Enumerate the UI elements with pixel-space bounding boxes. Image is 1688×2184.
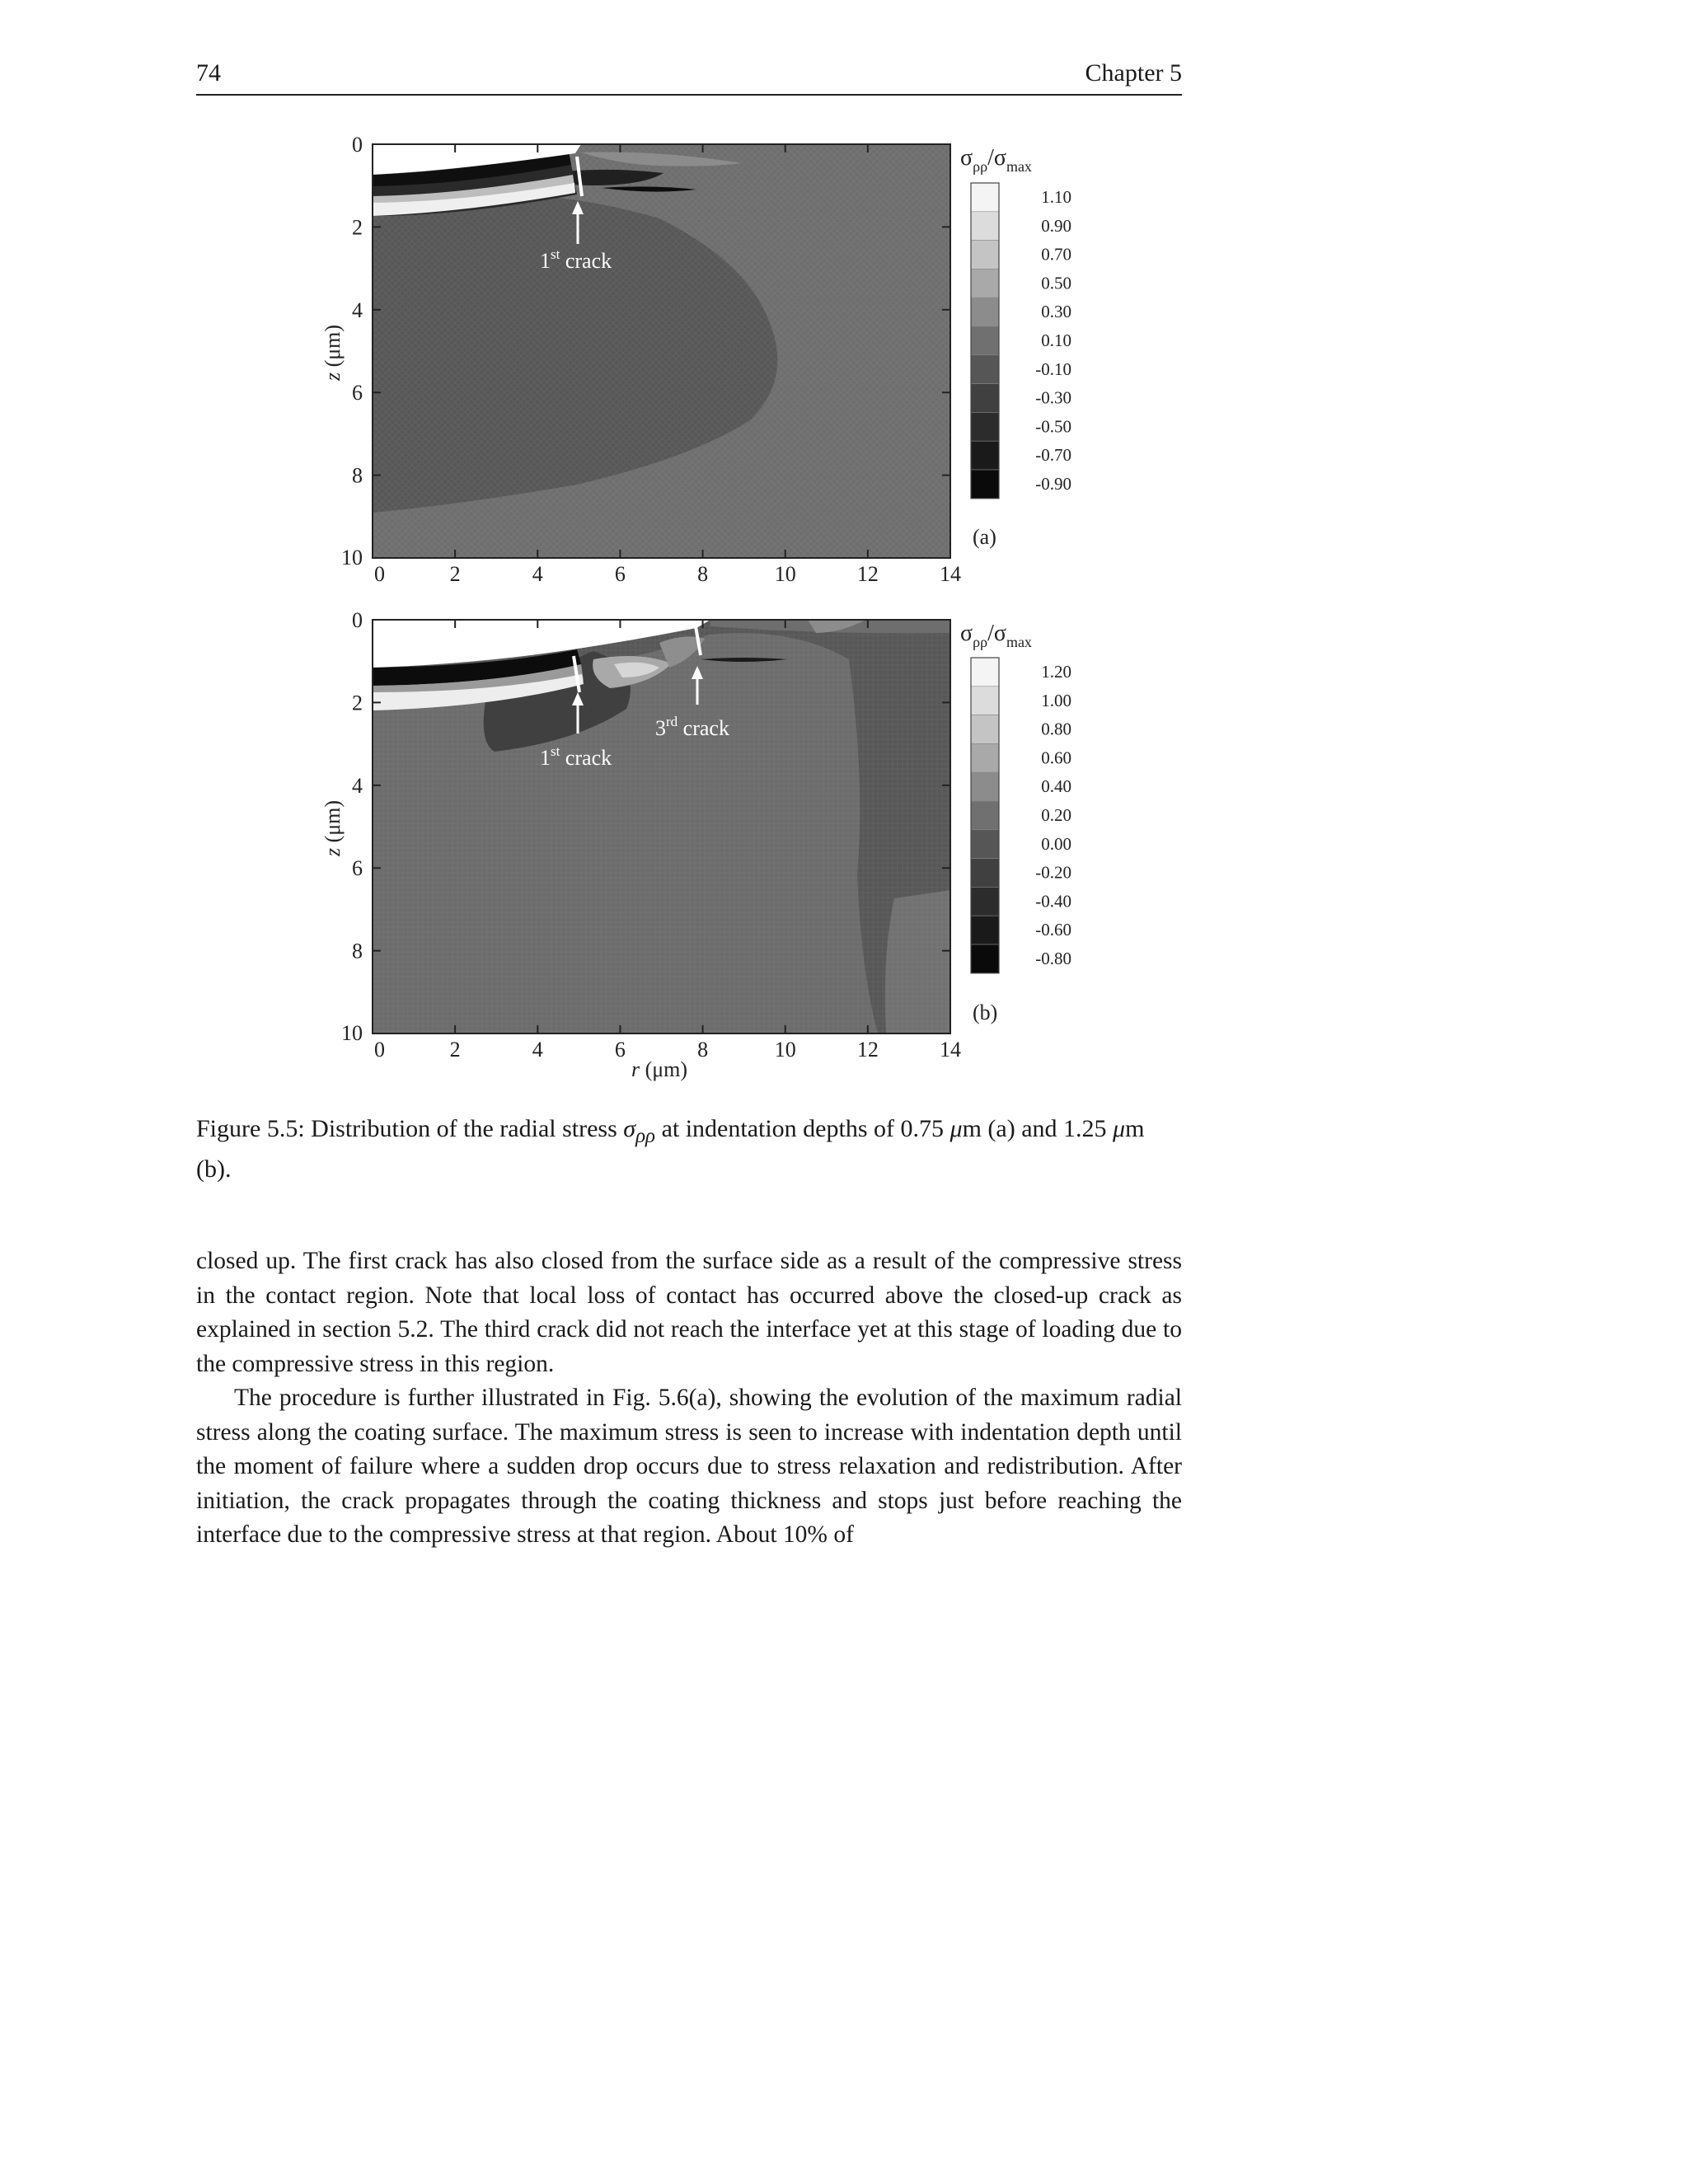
panel-b-x-tick-label: 6 <box>614 1038 626 1062</box>
panel-b-legend-swatch <box>971 715 999 744</box>
caption-mid-2: m (a) and 1.25 <box>962 1115 1114 1142</box>
panel-a-legend-value: 0.50 <box>1041 273 1071 293</box>
panel-b-legend-value: 1.00 <box>1041 690 1071 710</box>
panel-a-legend-swatch <box>971 241 999 269</box>
panel-a-x-tick-label: 4 <box>532 562 543 586</box>
panel-b-y-axis-label: z (μm) <box>321 799 345 857</box>
panel-a-legend-value: 0.70 <box>1041 244 1071 265</box>
panel-a-y-tick-label: 8 <box>352 463 363 488</box>
panel-a-x-tick-label: 10 <box>774 562 796 586</box>
panel-a-legend-value: 0.30 <box>1041 302 1071 322</box>
panel-a-legend-swatch <box>971 183 999 212</box>
panel-b-x-tick-label: 2 <box>449 1038 461 1062</box>
panel-a-y-tick-label: 0 <box>352 133 363 157</box>
panel-a-legend-swatch <box>971 412 999 441</box>
panel-b-legend-swatch <box>971 658 999 687</box>
panel-b-first-crack-label: 1st crack <box>540 743 612 770</box>
panel-a-y-tick-label: 6 <box>352 381 363 405</box>
panel-a-x-tick-label: 0 <box>374 562 385 586</box>
caption-symbol-sub: ρρ <box>635 1125 656 1147</box>
panel-b-x-tick-label: 14 <box>940 1038 961 1062</box>
body-text <box>196 1244 1182 1553</box>
panel-b-legend-value: -0.20 <box>1035 862 1071 883</box>
panel-b-contour-field <box>373 620 950 1033</box>
panel-b-legend-value: 0.80 <box>1041 719 1071 739</box>
panel-a-legend-value: -0.10 <box>1035 359 1071 379</box>
panel-a-legend-value: -0.30 <box>1035 387 1071 408</box>
panel-a-legend-value: 1.10 <box>1041 187 1071 207</box>
panel-a-legend-value: 0.10 <box>1041 330 1071 350</box>
panel-b-x-axis-label: r (μm) <box>631 1057 688 1081</box>
panel-b-x-tick-label: 10 <box>774 1038 796 1062</box>
panel-a-y-tick-label: 2 <box>352 215 363 240</box>
panel-a-legend-swatch <box>971 212 999 241</box>
panel-b-y-tick-label: 0 <box>352 608 363 632</box>
panel-a-legend-swatch <box>971 326 999 355</box>
panel-a-legend-swatch <box>971 441 999 470</box>
panel-b-legend-swatch <box>971 916 999 944</box>
panel-b-y-tick-label: 6 <box>352 856 363 881</box>
panel-b-third-crack-label: 3rd crack <box>655 714 729 740</box>
caption-unit-1: μ <box>950 1115 963 1142</box>
panel-a-contour-field <box>373 144 950 558</box>
panel-b-legend <box>971 658 1071 973</box>
caption-symbol: σ <box>623 1115 636 1142</box>
panel-b-x-tick-label: 8 <box>697 1038 709 1062</box>
panel-a-x-tick-label: 12 <box>856 562 879 586</box>
paragraph-2: The procedure is further illustrated in Fig. 5.6(a), showing the evolution of the maximum radial stress along the coating surface. The maximum stress is seen to increase with indentation depth until the moment of failure where a sudden drop occurs due to stress relaxation and redistribution. After initiation, the crack propagates through the coating thickness and stops just before reaching the interface due to the compressive stress at that region. About 10% of <box>196 1385 1182 1548</box>
panel-b-legend-value: 0.00 <box>1041 833 1071 854</box>
panel-b-legend-swatch <box>971 830 999 859</box>
caption-suffix: m (b). <box>196 1115 1145 1183</box>
panel-b-legend-swatch <box>971 687 999 715</box>
panel-b-legend-value: -0.40 <box>1035 891 1071 912</box>
panel-b-legend-value: 0.20 <box>1041 805 1071 825</box>
panel-b-legend-value: -0.80 <box>1035 949 1071 968</box>
chapter-title: Chapter 5 <box>1085 59 1182 87</box>
panel-b-legend-swatch <box>971 887 999 916</box>
panel-a-legend-value: -0.90 <box>1035 474 1071 494</box>
panel-b-legend-swatch <box>971 772 999 801</box>
panel-b-legend-value: 1.20 <box>1041 662 1071 682</box>
page-number: 74 <box>196 59 221 87</box>
panel-b-legend-swatch <box>971 743 999 772</box>
panel-a-x-tick-label: 14 <box>940 562 961 586</box>
panel-a-legend-swatch <box>971 355 999 384</box>
panel-a-y-tick-label: 4 <box>352 298 363 322</box>
panel-a-legend-swatch <box>971 470 999 499</box>
panel-a-legend-value: 0.90 <box>1041 215 1071 236</box>
panel-b-legend-value: -0.60 <box>1035 920 1071 940</box>
panel-b-y-tick-label: 2 <box>352 691 363 715</box>
panel-b-x-tick-label: 4 <box>532 1038 543 1062</box>
panel-b-legend-swatch <box>971 944 999 973</box>
panel-a-x-tick-label: 8 <box>697 562 709 586</box>
panel-a-x-tick-label: 6 <box>614 562 626 586</box>
panel-a-legend-value: -0.50 <box>1035 416 1071 437</box>
panel-a-crack-label: 1st crack <box>540 246 612 273</box>
caption-prefix: Figure 5.5: Distribution of the radial stress <box>196 1115 624 1142</box>
panel-a-x-tick-label: 2 <box>449 562 461 586</box>
panel-a-legend-title: $\sigma_{\rho\rho}/\sigma_{max}$ <box>960 145 1032 175</box>
paragraph-1: closed up. The first crack has also closed from the surface side as a result of the compressive stress in the contact region. Note that local loss of contact has occurred above the closed-up crack as explained in section 5.2. The third crack did not reach the interface yet at this stage of loading due to the compressive stress in this region. <box>196 1248 1182 1377</box>
panel-a-legend <box>971 183 1071 499</box>
panel-b-y-tick-label: 10 <box>341 1021 363 1045</box>
panel-b-legend-swatch <box>971 859 999 888</box>
panel-b-y-tick-label: 8 <box>352 939 363 963</box>
panel-b-x-tick-label: 12 <box>856 1038 879 1062</box>
panel-b-legend-value: 0.60 <box>1041 748 1071 768</box>
panel-b-y-tick-label: 4 <box>352 773 363 798</box>
panel-b-legend-title: $\sigma_{\rho\rho}/\sigma_{max}$ <box>960 621 1032 650</box>
panel-a-legend-swatch <box>971 384 999 413</box>
panel-a-y-axis-label: z (μm) <box>321 324 345 382</box>
panel-b-legend-value: 0.40 <box>1041 776 1071 797</box>
figure-caption <box>196 1113 1182 1186</box>
panel-b-legend-swatch <box>971 801 999 830</box>
caption-unit-2: μ <box>1113 1115 1126 1142</box>
panel-a-legend-value: -0.70 <box>1035 445 1071 466</box>
panel-b-label: (b) <box>973 1001 998 1024</box>
panel-b-x-tick-label: 0 <box>374 1038 385 1062</box>
panel-a-legend-swatch <box>971 298 999 326</box>
caption-mid: at indentation depths of 0.75 <box>655 1115 950 1142</box>
panel-a-label: (a) <box>973 525 996 549</box>
panel-a-y-tick-label: 10 <box>341 546 363 569</box>
panel-a-legend-swatch <box>971 269 999 298</box>
